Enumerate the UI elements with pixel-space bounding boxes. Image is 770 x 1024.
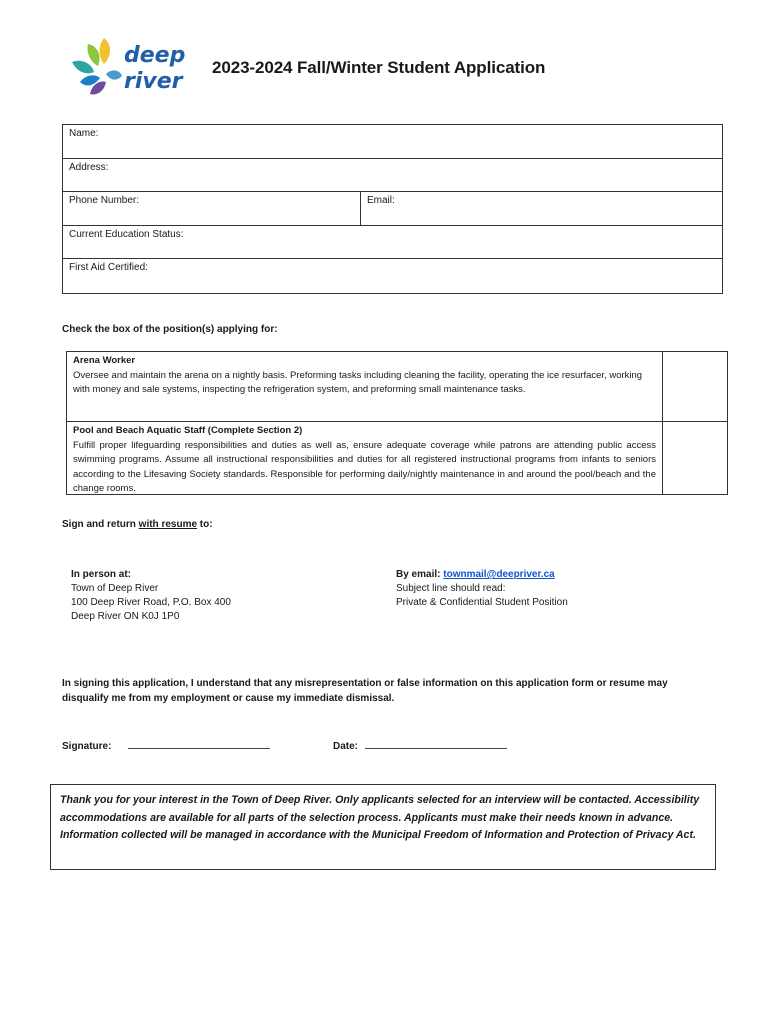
declaration-text: In signing this application, I understand that any misrepresentation or false information on this application form or resume may disqualify me from my employment or cause my immediate dismissal. xyxy=(62,678,668,704)
thank-you-notice: Thank you for your interest in the Town of Deep River. Only applicants selected for an interview will be contacted. Accessibility accommodations are available for all parts of the selection process. Applicants must make their needs known in advance. Information collected will be managed in accordance with the Municipal Freedom of Information and Protection of Privacy Act. xyxy=(50,784,716,870)
address-line: Deep River ON K0J 1P0 xyxy=(71,611,180,622)
signature-row xyxy=(62,740,270,752)
applicant-info-table xyxy=(62,124,723,294)
education-field[interactable]: Current Education Status: xyxy=(69,228,184,240)
position-description xyxy=(67,352,663,421)
in-person-address xyxy=(71,568,231,624)
address-line: Town of Deep River xyxy=(71,583,159,594)
first-aid-field[interactable]: First Aid Certified: xyxy=(69,262,148,273)
phone-email-row xyxy=(63,192,722,226)
position-body: Oversee and maintain the arena on a nightly basis. Preforming tasks including cleaning the facility, operating the ice resurfacer, working with money and sale systems, inspecting the refrigeration system, and preforming small maintenance tasks. xyxy=(73,369,643,395)
positions-heading: Check the box of the position(s) applying for: xyxy=(62,324,278,335)
first-aid-row xyxy=(63,259,722,293)
email-instructions xyxy=(396,568,568,610)
logo-text-river: river xyxy=(124,69,183,94)
signature-label: Signature: xyxy=(62,741,112,752)
date-row xyxy=(333,740,507,752)
email-link[interactable]: townmail@deepriver.ca xyxy=(443,569,555,580)
date-line[interactable] xyxy=(365,740,507,749)
name-field[interactable]: Name: xyxy=(69,128,99,139)
return-suffix: to: xyxy=(197,519,213,530)
page-title: 2023-2024 Fall/Winter Student Application xyxy=(212,58,546,77)
position-description xyxy=(67,422,663,494)
deep-river-logo xyxy=(68,34,186,104)
subject-line-value: Private & Confidential Student Position xyxy=(396,597,568,608)
date-label: Date: xyxy=(333,741,359,752)
signature-line[interactable] xyxy=(128,740,270,749)
in-person-heading: In person at: xyxy=(71,569,132,580)
position-row-aquatic xyxy=(67,422,727,494)
email-field[interactable]: Email: xyxy=(367,195,395,206)
return-underlined: with resume xyxy=(138,519,198,530)
address-row xyxy=(63,159,722,193)
name-row xyxy=(63,125,722,159)
aquatic-staff-checkbox[interactable] xyxy=(663,422,727,494)
return-instructions xyxy=(62,519,213,530)
address-field[interactable]: Address: xyxy=(69,161,109,173)
return-prefix: Sign and return xyxy=(62,519,139,530)
logo-text-deep: deep xyxy=(124,43,186,68)
education-row xyxy=(63,226,722,260)
positions-table xyxy=(66,351,728,495)
by-email-heading: By email: xyxy=(396,569,444,580)
subject-line-label: Subject line should read: xyxy=(396,583,506,594)
position-title: Arena Worker xyxy=(73,355,136,366)
address-line: 100 Deep River Road, P.O. Box 400 xyxy=(71,597,231,608)
position-title: Pool and Beach Aquatic Staff (Complete Section 2) xyxy=(73,425,303,436)
phone-field[interactable]: Phone Number: xyxy=(63,192,361,225)
arena-worker-checkbox[interactable] xyxy=(663,352,727,421)
position-row-arena xyxy=(67,352,727,422)
position-body: Fulfill proper lifeguarding responsibilities and duties as well as, ensure adequate coverage while patrons are attending public access swimming programs. Assume all instructional responsibilities and duties for all registered instructional programs from infants to seniors according to the Lifesaving Society standards. Responsible for performing daily/nightly maintenance in and around the pool/beach and the change rooms. xyxy=(73,439,656,494)
